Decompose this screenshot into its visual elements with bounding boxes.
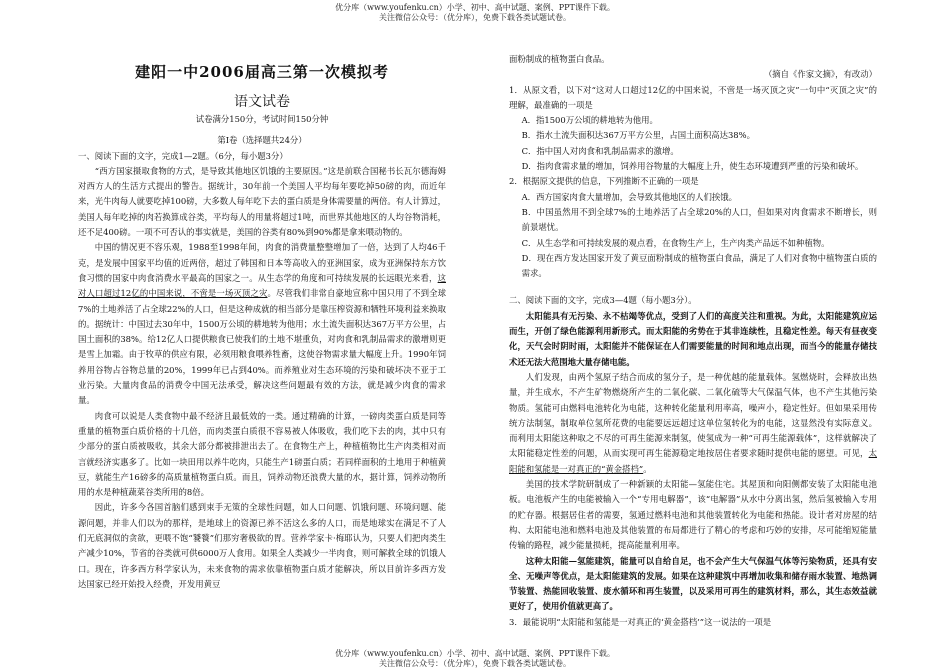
- question-2-option-b: B．中国虽然用不到全球7%的土地养活了占全球20%的人口，但如果对肉食需求不断增长，则前景堪忧。: [521, 206, 877, 233]
- left-column: [78, 52, 446, 592]
- passage-end: 面粉制成的植物蛋白食品。: [509, 54, 610, 64]
- instruction-2: 二、阅读下面的文字，完成3—4题（每小题3分）。: [509, 295, 697, 306]
- question-1-stem: 1．从原文看，以下对“这对人口超过12亿的中国来说，不啻是一场灭顶之灾”一句中“灭顶之灾”的理解，最准确的一项是: [509, 84, 877, 110]
- underlined-sentence: 这对人口超过12亿的中国来说，不啻是一场灭顶之灾: [78, 272, 446, 299]
- source-note: （摘自《作家文摘》，有改动）: [763, 69, 877, 80]
- paragraph-2-start: 中国的情况更不容乐观，1988至1998年间，肉食的消费量整整增加了一倍，达到了人均46千克，是发展中国家平均值的近两倍，超过了韩国和日本等高收入的亚洲国家，成为亚洲保持东方饮食习惯的国家中肉食消费水平最高的国家之一。从生态学的角度和可持续发展的长远眼光来看，: [78, 242, 446, 283]
- passage-paragraph-1: “西方国家摄取食物的方式，是导致其他地区饥饿的主要原因。”这是前联合国秘书长瓦尔德海姆对西方人的生活方式提出的警告。据统计，30年前一个美国人平均每年要吃掉50磅的肉，而近年来，光牛肉每人就要吃掉100磅，大多数人每年吃下去的蛋白质是身体需要量的两倍。有人计算过，美国人每年吃掉的肉若换算成谷类，平均每人的用量将超过1吨，而世界其他地区的人均谷物消耗，还不足400磅。一项不可否认的事实就是，美国的谷类有80%到90%都是拿来喂动物的。: [78, 165, 446, 238]
- footer-line-1: 优分库（www.youfenku.cn）小学、初中、高中试题、案例、PPT课件下载。: [335, 649, 615, 658]
- question-1-option-c: C．指中国人对肉食和乳制品需求的激增。: [521, 145, 679, 156]
- exam-subtitle: 语文试卷: [234, 94, 290, 110]
- question-1-option-b: B．指水土流失面积达367万平方公里，占国土面积高达38%。: [521, 130, 755, 141]
- underlined-phrase: 太阳能和氢能是一对真正的“黄金搭档”: [509, 448, 877, 474]
- page-header: [0, 3, 950, 23]
- question-1-option-a: A．指1500万公顷的耕地转为他用。: [521, 115, 658, 126]
- footer-line-2: 关注微信公众号：（优分库），免费下载各类试题试卷。: [379, 659, 571, 668]
- question-1-option-d: D．指肉食需求量的增加，饲养用谷物量的大幅度上升，使生态环境遭到严重的污染和破坏。: [521, 161, 864, 172]
- solar-paragraph-2: [509, 370, 877, 477]
- right-column: [509, 52, 877, 630]
- page-footer: [0, 649, 950, 669]
- solar-paragraph-2-end: 。: [643, 463, 652, 474]
- question-2-stem: 2．根据原文提供的信息，下列推断不正确的一项是: [509, 176, 699, 187]
- passage-paragraph-4: 因此，许多今各国首脑们感到束手无策的全球性问题，如人口问题、饥饿问题、环境问题、能源问题，并非人们以为的那样，是地球上的资源已养不活这么多的人口，而是地球实在满足不了人们无底洞似的贪欲，更喂不饱“饕餮”们那穷奢极欲的胃。营养学家卡·梅耶认为，只要人们把肉类生产减少10%，节省的谷类就可供6000万人食用。如果全人类减少一半肉食，则可解救全球的饥饿人口。现在，许多西方科学家认为，未来食物的需求依靠植物蛋白质才能解决，所以目前许多西方发达国家已经开始投入经费，开发用黄豆: [78, 502, 446, 589]
- question-3-stem: 3．最能说明“太阳能和氢能是一对真正的‘黄金搭档’”这一说法的一项是: [509, 616, 772, 627]
- question-2-option-d: D．现在西方发达国家开发了黄豆面粉制成的植物蛋白食品，满足了人们对食物中植物蛋白质的需求。: [521, 252, 877, 279]
- exam-info: 试卷满分150分，考试时间150分钟: [195, 114, 329, 124]
- solar-paragraph-3: 美国的技术学院研制成了一种新颖的太阳能—氢能住宅。其屋顶和向阳侧都安装了太阳能电池板。电池板产生的电能被输入一个“专用电解器”，该“电解器”从水中分离出氢，然后氢被输入专用的贮存器。根据居住者的需要，氢通过燃料电池和其他装置转化为电能和热能。设计者对房屋的结构、太阳能电池和燃料电池及其他装置的布局都进行了精心的考虑和巧妙的安排，尽可能缩短能量传输的路程，减少能量损耗，提高能量利用率。: [509, 479, 877, 551]
- header-line-2: 关注微信公众号：（优分库），免费下载各类试题试卷。: [379, 13, 571, 22]
- passage-paragraph-2: [78, 240, 446, 408]
- solar-paragraph-1: 太阳能具有无污染、永不枯竭等优点，受到了人们的高度关注和重视。为此，太阳能建筑应运而生，开创了绿色能源利用新形式。而太阳能的劣势在于其非连续性，且稳定性差。每天有昼夜变化，天气会时阴时雨，太阳能并不能保证在人们需要能量的时间和地点出现，而当今的能量存储技术还无法大范围地大量存储电能。: [509, 310, 877, 367]
- solar-paragraph-2-start: 人们发现，由两个氢原子结合而成的氢分子，是一种优越的能量载体。氢燃烧时，会释放出热量，并生成水，不产生矿物燃烧所产生的二氧化碳、二氧化硫等大气保温气体，也不产生其他污染物质。氢能可由燃料电池转化为电能，这种转化能量利用率高，噪声小，稳定性好。但如果采用传统方法制氢，制取单位氢所花费的电能要远远超过这单位氢转化为的电能，这显然没有实际意义。而利用太阳能这种取之不尽的可再生能源来制氢，使氢成为一种“可再生能源载体”，这样就解决了太阳能稳定性差的问题，从而实现可再生能源稳定地按居住者要求随时提供电能的愿望。可见，: [509, 371, 877, 459]
- header-line-1: 优分库（www.youfenku.cn）小学、初中、高中试题、案例、PPT课件下载。: [335, 3, 615, 12]
- exam-title: 建阳一中2006届高三第一次模拟考: [135, 63, 389, 81]
- section-title: 第Ⅰ卷（选择题共24分）: [217, 135, 307, 146]
- question-2-option-a: A．西方国家肉食大量增加，会导致其他地区的人们挨饿。: [521, 191, 738, 202]
- instruction-1: 一、阅读下面的文字，完成1—2题。（6分，每小题3分）: [78, 150, 288, 161]
- paragraph-2-end: 。尽管我们非常自豪地宣称中国只用了不到全球7%的土地养活了占全球22%的人口，但是这种成就的相当部分是靠压榨资源和牺牲环境利益来换取的。据统计：中国过去30年中，1500万公顷的耕地转为他用；水土流失面积达367万平方公里，占国土面积的38%。给12亿人口提供粮食已使我们的土地不堪重负，对肉食和乳制品需求的激增则更是雪上加霜。由于牧草的供应有限，必须用粮食喂养牲畜，这使谷物需求量大幅度上升。1990年饲养用谷物占谷物总量的20%，1999年已占到40%。而养殖业对生态环境的污染和破坏决不亚于工业污染。大量肉食品的消费令中国无法承受，解决这些问题最有效的方法，就是减少肉食的需求量。: [78, 288, 447, 406]
- solar-paragraph-4: 这种太阳能—氢能建筑，能量可以自给自足，也不会产生大气保温气体等污染物质，还具有安全、无噪声等优点，是太阳能建筑的发展。如果在这种建筑中再增加收集和储存雨水装置、地热调节装置、热能回收装置、废水循环和再生装置，以及采用可再生的建筑材料，那么，其生态效益就更好了，使用价值就更高了。: [509, 555, 877, 612]
- passage-paragraph-3: 肉食可以说是人类食物中最不经济且最低效的一类。通过精确的计算，一磅肉类蛋白质是同等重量的植物蛋白质价格的十几倍，而肉类蛋白质很不容易被人体吸收，我们吃下去的肉，其中只有少部分的蛋白质被吸收，其余大部分都被排泄出去了。在食物生产上，种植植物比生产肉类相对而言就经济实惠多了。比如一块田用以养牛吃肉，只能生产1磅蛋白质；若同样面积的土地用于种植黄豆，就能生产16磅多的高质量植物蛋白质。而且，饲养动物还浪费大量的水，据计算，饲养动物所用的水是种植蔬菜谷类所用的8倍。: [78, 410, 446, 498]
- question-2-option-c: C．从生态学和可持续发展的观点看，在食物生产上，生产肉类产品远不如种植物。: [521, 237, 830, 248]
